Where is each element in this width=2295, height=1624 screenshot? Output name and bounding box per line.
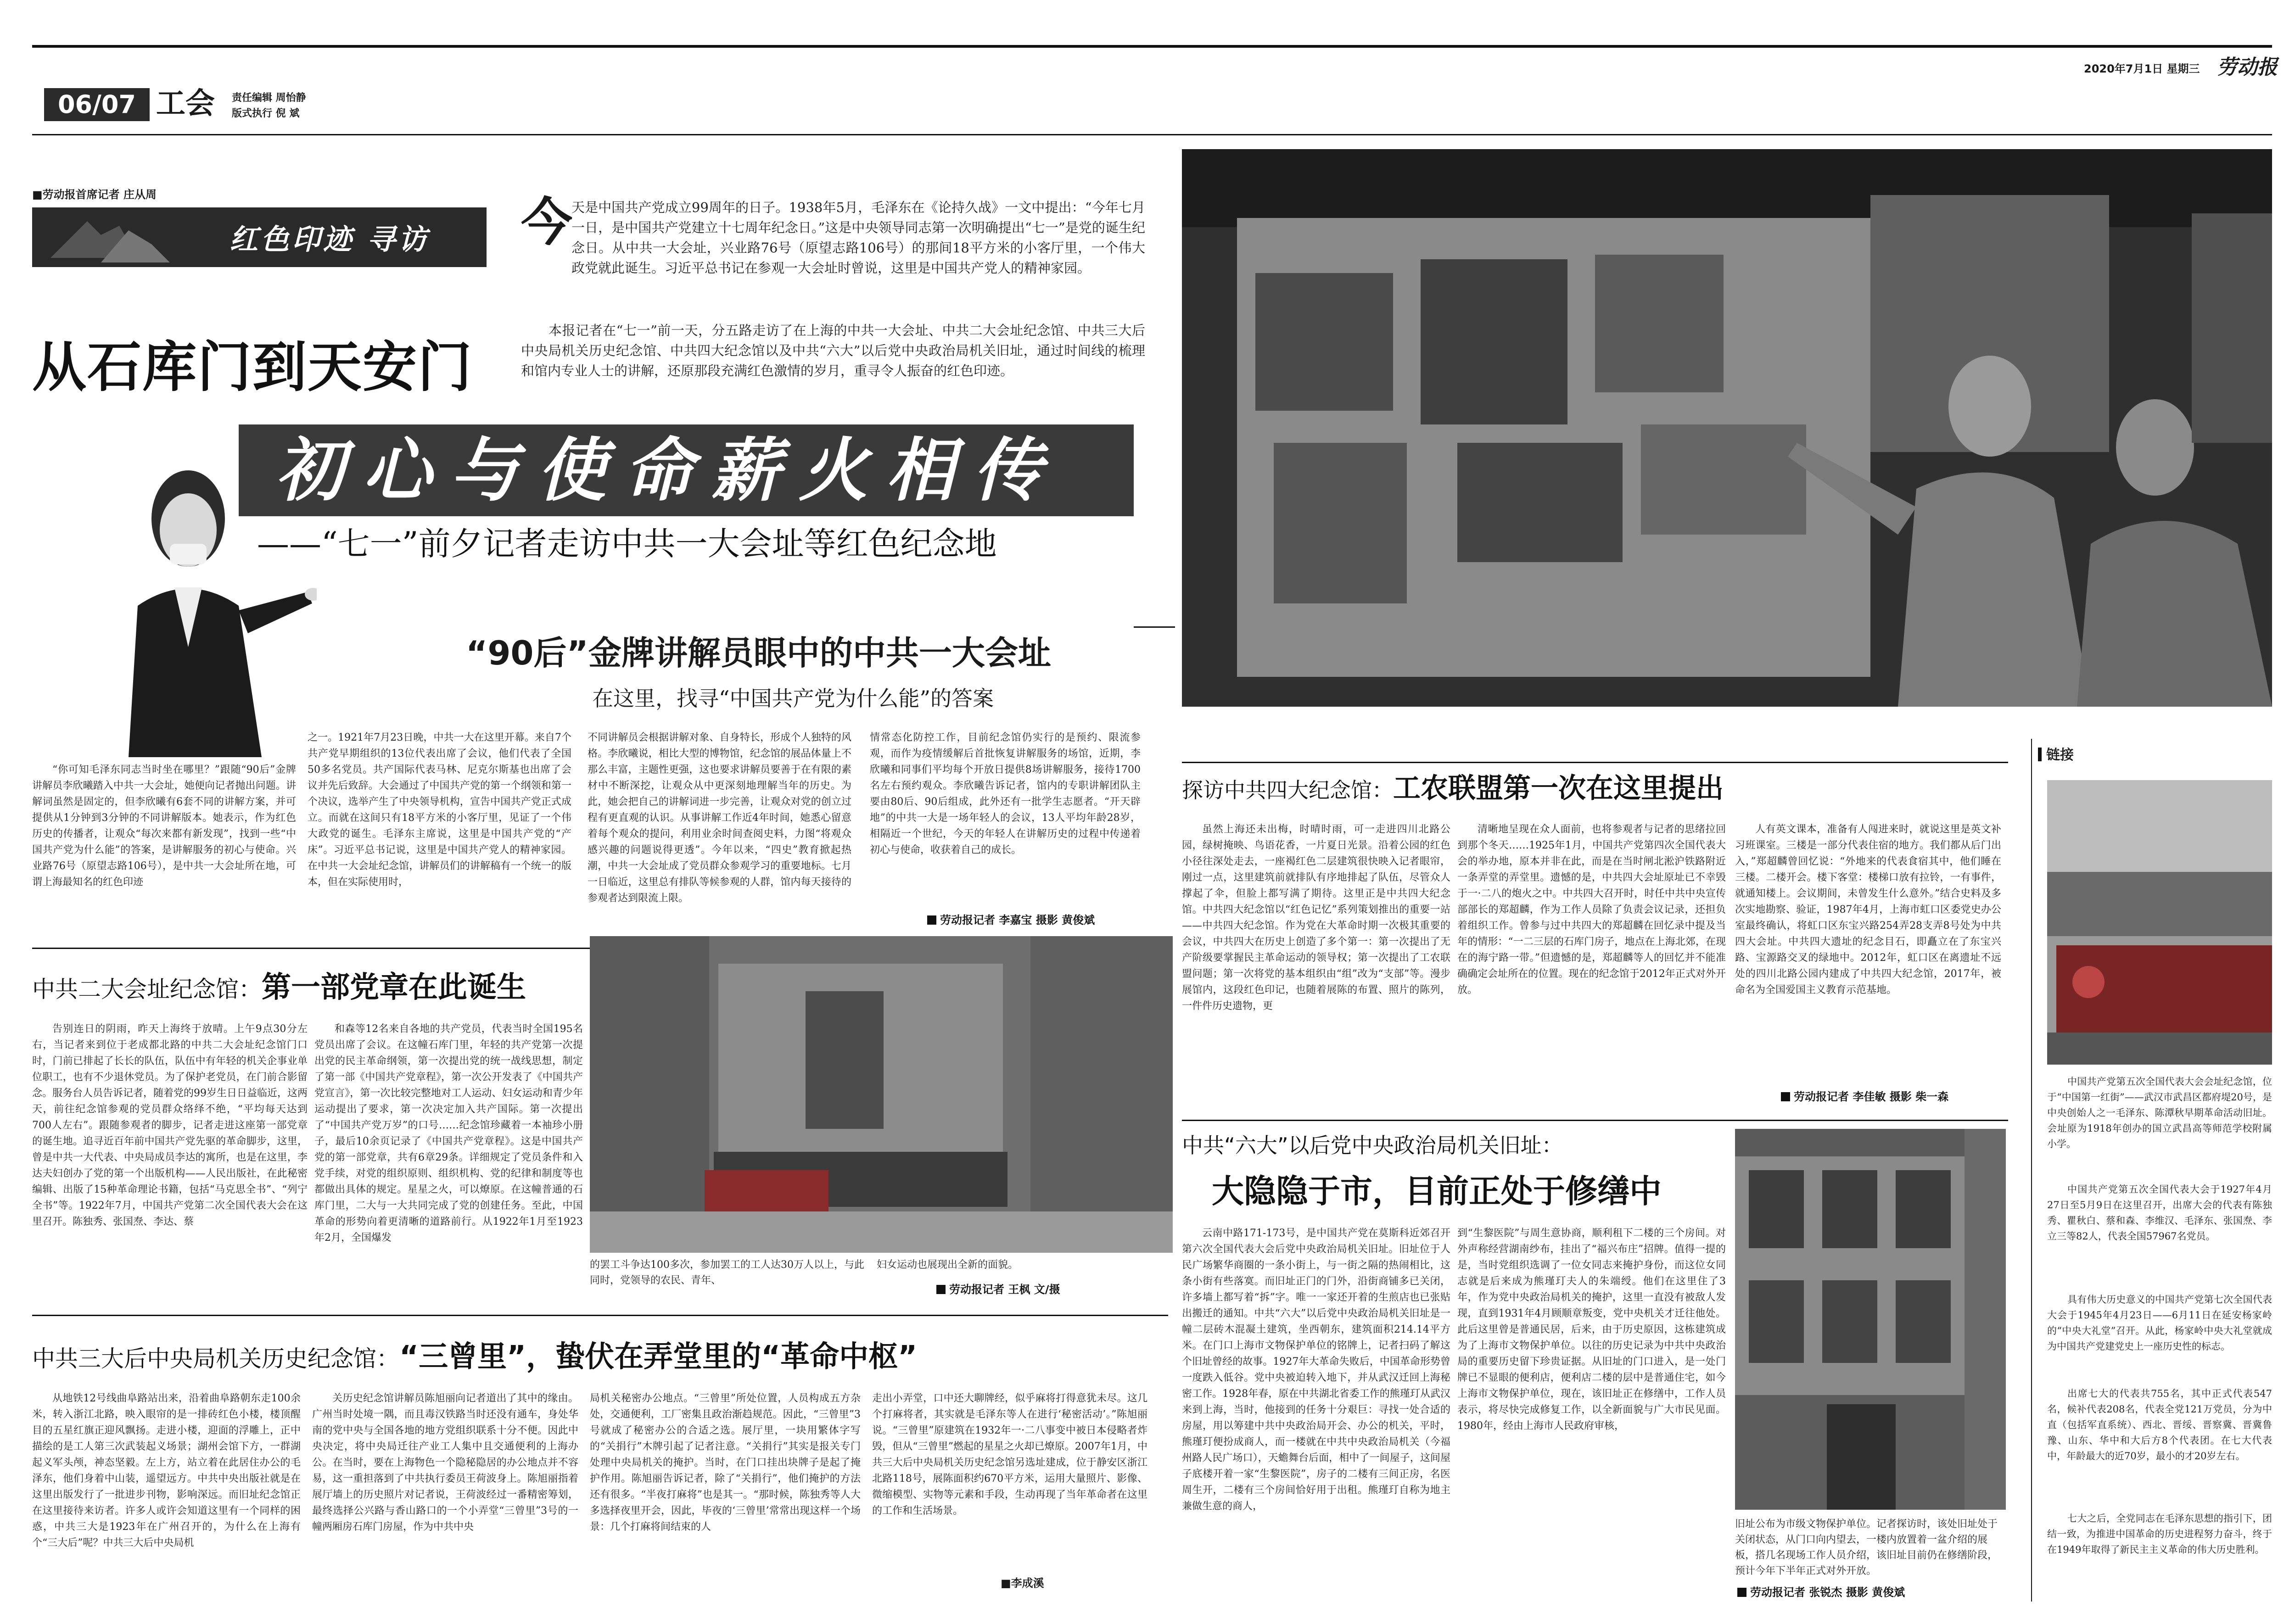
sidebar-text-2: 中国共产党第五次全国代表大会于1927年4月27日至5月9日在这里召开，出席大会的代表有陈独秀、瞿秋白、蔡和森、李维汉、毛泽东、张国焘、李立三等82人，代表全国57967名党员。: [2047, 1184, 2272, 1242]
exhibition-photo-scene: [1182, 149, 2272, 707]
story-er-bottom-rule: [32, 1315, 1168, 1316]
story-si-credit-text: 劳动报记者 李佳敏 摄影 柴一森: [1794, 1090, 1949, 1103]
story-er-credit-text: 劳动报记者 王枫 文/摄: [949, 1283, 1060, 1296]
lead-byline: ■劳动报首席记者 庄从周: [32, 188, 157, 201]
story1-col4: 情常态化防控工作，目前纪念馆仍实行的是预约、限流参观，而作为疫情缓解后首批恢复讲解服务的场馆，近期，李欣曦和同事们平均每个开放日提供8场讲解服务，接待1700名左右预约观众。李欣曦告诉记者，馆内的专职讲解团队主要由80后、90后组成，此外还有一批学生志愿者。“开天辟地”的中共一大是一场年轻人的会议，13人平均年龄28岁，相隔近一个世纪，今天的年轻人在讲解历史的过程中传递着初心与使命，收获着自己的成长。: [870, 732, 1141, 856]
lead-kicker: 从石库门到天安门: [32, 335, 473, 399]
story1-rule: [1134, 626, 1175, 628]
story-er-caption-2: 妇女运动也展现出全新的面貌。: [877, 1259, 1019, 1271]
story-er-col2: 和森等12名来自各地的共产党员，代表当时全国195名党员出席了会议。在这幢石库门里，年轻的共产党第一次提出党的民主革命纲领，第一次提出党的统一战线思想，制定了第一部《中国共产党章程》，第一次公开发表了《中国共产党宣言》，第一次比较完整地对工人运动、妇女运动和青少年运动提出了要求，第一次决定加入共产国际。第一次提出了“中国共产党万岁”的口号……纪念馆珍藏着一本袖珍小册子，最后10余页记录了《中国共产党章程》。这是中国共产党的第一部党章，共有6章29条。详细规定了党员条件和入党手续，对党的组织原则、组织机构、党的纪律和制度等也都做出具体的规定。星星之火，可以燎原。在这幢普通的石库门里，二大与一大共同完成了党的创建任务。至此，中国革命的形势向着更清晰的道路前行。从1922年1月至1923年2月，全国爆发: [314, 1023, 583, 1244]
er-site-photo-scene: [590, 936, 1173, 1253]
lead-intro-p1: 天是中国共产党成立99周年的日子。1938年5月，毛泽东在《论持久战》一文中提出：“今年七月一日，是中国共产党建立十七周年纪念日。”这是中央领导同志第一次明确提出“七一”是党的诞生纪念日。从中共一大会址，兴业路76号（原望志路106号）的那间18平方米的小客厅里，一个伟大政党就此诞生。习近平总书记在参观一大会址时曾说，这里是中国共产党人的精神家园。: [571, 200, 1145, 276]
masthead-page-no: 06/07: [44, 88, 150, 121]
story-si-bottom-rule: [1182, 1120, 2008, 1121]
story-san-col3: 局机关秘密办公地点。“三曾里”所处位置，人员构成五方杂处，交通便利，工厂密集且政治渐趋规范。因此，“三曾里”3号就成了秘密办公的合适之选。展厅里，一块用繁体字写的“关捐行”木牌引起了记者注意。“关捐行”其实是报关专门处理中央局机关的掩护。当时，在门口挂出块牌子是起了掩护作用。陈旭丽告诉记者，除了“关捐行”，他们掩护的方法还有很多。“半夜打麻将”也是其一。“那时候，陈独秀等人大多选择夜里开会，因此，毕夜的‘三曾里’常常出现这样一个场景：几个打麻将间结束的人: [590, 1393, 861, 1533]
exhibition-photo: [1182, 149, 2272, 707]
story-si-top-rule: [1182, 762, 2008, 763]
liu-building-scene: [1735, 1129, 2006, 1510]
masthead-editor-1: 责任编辑 周怡静: [232, 92, 306, 104]
story-si-col1: 虽然上海还未出梅，时晴时雨，可一走进四川北路公园，绿树掩映、鸟语花香，一片夏日光景。沿着公园的红色小径往深处走去，一座褐红色二层建筑很快映入记者眼帘，刚过一点，这里建筑前就排队有序地排起了队伍，尽管众人撑起了伞，但脸上都写满了期待。这里正是中共四大纪念馆。中共四大纪念馆以“红色记忆”系列策划推出的重要一站——中共四大纪念馆。作为党在大革命时期一次极其重要的会议，中共四大在历史上创造了多个第一：第一次提出了无产阶级要掌握民主革命运动的领导权；第一次提出了工农联盟问题；第一次将党的基本组织由“组”改为“支部”等。漫步展馆内，这段红色印记，也随着展陈的布置、照片的陈列，一件件历史遗物，更: [1182, 824, 1450, 1012]
story1-subtitle: 在这里，找寻“中国共产党为什么能”的答案: [592, 686, 994, 711]
sidebar-tag-text: 链接: [2046, 747, 2074, 763]
sidebar-text-5: 七大之后，全党同志在毛泽东思想的指引下，团结一致，为推进中国革命的历史进程努力奋斗，终于在1949年取得了新民主主义革命的伟大历史胜利。: [2047, 1513, 2272, 1555]
masthead-section: 工会: [156, 86, 215, 121]
masthead-editor-2: 版式执行 倪 斌: [232, 108, 300, 119]
series-tag-text: 红色印迹 寻访: [230, 223, 430, 256]
story1-credit: [927, 911, 1095, 927]
masthead-paper-logo: 劳动报: [2217, 56, 2278, 79]
er-site-photo: [590, 936, 1173, 1253]
liu-building-photo: [1735, 1129, 2006, 1510]
tour-guide-figure: [32, 454, 317, 757]
story-san-col2: 关历史纪念馆讲解员陈旭丽向记者道出了其中的缘由。广州当时处境一隅，而且毒汉铁路当时还没有通车，身处华南的党中央与全国各地的地方党组织联系十分不便。因此中央决定，将中央局迁往产业工人集中且交通便利的上海办公。在当时，要在上海物色一个隐秘隐居的办公地点并不容易，这一重担落到了中共执行委员王荷波身上。陈旭丽指着展厅墙上的历史照片对记者说，王荷波经过一番精密筹划，最终选择公兴路与香山路口的一个小弄堂“三曾里”3号的一幢两厢房石库门房屋，作为中共中央: [312, 1393, 578, 1533]
masthead-rule: [32, 134, 2272, 135]
story-liu-label: 中共“六大”以后党中央政治局机关旧址：: [1182, 1133, 1563, 1158]
lead-intro-p2: 本报记者在“七一”前一天，分五路走访了在上海的中共一大会址、中共二大会址纪念馆、中共三大后中央局机关历史纪念馆、中共四大纪念馆以及中共“六大”以后党中央政治局机关旧址，通过时间线的梳理和馆内专业人士的讲解，还原那段充满红色激情的岁月，重寻令人振奋的红色印迹。: [521, 323, 1145, 379]
story-san-heading: [32, 1333, 917, 1375]
story-liu-credit: [1737, 1583, 1905, 1599]
story-si-heading: [1182, 766, 1724, 806]
story-si-col2: 清晰地呈现在众人面前，也将参观者与记者的思绪拉回到那个冬天……1925年1月，中国共产党第四次全国代表大会的举办地，原本并非在此，而是在当时闸北淞沪铁路附近一条弄堂的弄堂里。遗憾的是，中共四大会址原址已不幸毁于一·二八的炮火之中。中共四大召开时，时任中共中央宣传部部长的郑超麟，作为工作人员除了负责会议记录，还担负着组织工作。曾参与过中共四大的郑超麟在回忆录中提及当年的情形：“一二三层的石库门房子，地点在上海北郊，在现在的海宁路一带。”但遗憾的是，郑超麟等人的回忆并不能准确确定会址所在的位置。现在的纪念馆于2012年正式对外开放。: [1457, 824, 1726, 996]
story-san-title: “三曾里”，蛰伏在弄堂里的“革命中枢”: [399, 1340, 918, 1374]
top-rule: [32, 45, 2272, 48]
sidebar-photo: [2047, 780, 2272, 1065]
story-er-col1: 告别连日的阴雨，昨天上海终于放晴。上午9点30分左右，当记者来到位于老成都北路的中共二大会址纪念馆门口时，门前已排起了长长的队伍，队伍中有年轻的机关企事业单位职工，也有不少退休党员。为了保护老党员，在门前合影留念。服务台人员告诉记者，随着党的99岁生日日益临近，这两天，前往纪念馆参观的党员群众络绎不绝，“平均每天达到700人左右”。跟随参观者的脚步，记者走进这座第一部党章的诞生地。追寻近百年前中国共产党先驱的革命脚步，这里，曾是中共一大代表、中央局成员李达的寓所，也是在这里，李达夫妇创办了党的第一个出版机构——人民出版社，在此秘密编辑、出版了15种革命理论书籍，包括“马克思全书”、“列宁全书”等。1922年7月，中国共产党第二次全国代表大会在这里召开。陈独秀、张国焘、李达、蔡: [32, 1023, 308, 1228]
lead-subtitle: ——“七一”前夕记者走访中共一大会址等红色纪念地: [257, 525, 997, 563]
story-er-title: 第一部党章在此诞生: [262, 971, 526, 1005]
sidebar-photo-scene: [2047, 780, 2272, 1065]
sidebar-text-4: 出席七大的代表共755名，其中正式代表547名，候补代表208名，代表全党121万党员，分为中直（包括军直系统）、西北、晋绥、晋察冀、晋冀鲁豫、山东、华中和大后方8个代表团。在七大代表中，年龄最大的近70岁，最小的才20岁左右。: [2047, 1388, 2272, 1462]
story1-col2: 之一。1921年7月23日晚，中共一大在这里开幕。来自7个共产党早期组织的13位代表出席了会议，他们代表了全国50多名党员。共产国际代表马林、尼克尔斯基也出席了会议并先后致辞。大会通过了中国共产党的第一个纲领和第一个决议，选举产生了中央领导机构，宣告中国共产党正式成立。而就在这间只有18平方米的小客厅里，见证了一个伟大政党的诞生。毛泽东主席说，这里是中国共产党的“产床”。习近平总书记说，这里是中国共产党人的精神家园。在中共一大会址纪念馆，讲解员们的讲解稿有一个统一的版本，但在实际使用时，: [308, 732, 571, 888]
story-si-label: 探访中共四大纪念馆：: [1182, 778, 1393, 803]
sidebar-tag: [2038, 743, 2074, 764]
story1-col3: 不同讲解员会根据讲解对象、自身特长，形成个人独特的风格。李欣曦说，相比大型的博物馆，纪念馆的展品体量上不那么丰富，主题性更强，这也要求讲解员要善于在有限的素材中不断深挖，让观众从中更深刻地理解当年的历史。为此，她会把自己的讲解词进一步完善，让观众对党的创立过程有更直观的认识。从事讲解工作近4年时间，她悉心留意着每个观众的提问，利用业余时间查阅史料，力图“将观众感兴趣的问题说得更透”。今年以来，“四史”教育掀起热潮，中共一大会址成了党员群众参观学习的重要地标。七月一日临近，这里总有排队等候参观的人群，馆内每天接待的参观者达到限流上限。: [588, 732, 851, 904]
story-liu-credit-text: 劳动报记者 张锐杰 摄影 黄俊斌: [1750, 1586, 1905, 1599]
story1-col1: “你可知毛泽东同志当时坐在哪里？”跟随“90后”金牌讲解员李欣曦踏入中共一大会址，她便向记者抛出问题。讲解词虽然是固定的，但李欣曦有6套不同的讲解方案，并可提供从1分钟到3分钟的不同讲解版本。她表示，作为红色历史的传播者，让观众“每次来都有新发现”，找到一些“中国共产党为什么能”的答案，是讲解服务的初心与使命。兴业路76号（原望志路106号），是中共一大会址所在地，可谓上海最知名的红色印迹: [32, 764, 296, 888]
lead-main-title: 初心与使命薪火相传: [275, 430, 1061, 511]
sidebar-text-1: 中国共产党第五次全国代表大会会址纪念馆，位于“中国第一红街”——武汉市武昌区都府堤20号，是中央创始人之一毛泽东、陈潭秋早期革命活动旧址。会址原为1918年创办的国立武昌高等师范学校附属小学。: [2047, 1076, 2272, 1150]
story-san-col1: 从地铁12号线曲阜路站出来，沿着曲阜路朝东走100余米，转入浙江北路，映入眼帘的是一排砖红色小楼，楼顶醒目的五星红旗正迎风飘扬。走进小楼，迎面的浮雕上，正中描绘的是工人第三次武装起义场景；湖州会馆下方，一群湖起义军头颅，神态坚毅。左上方，站立着在此居住办公的毛泽东，他们身着中山装，遥望远方。中共中央出版社就是在这里出版发行了一批进步刊物，影响深远。而旧址纪念馆正在这里接待来访者。许多人或许会知道这里有一个同样的困惑，中共三大是1923年在广州召开的，为什么在上海有个“三大后”呢？中共三大后中央局机: [32, 1393, 301, 1549]
series-tag-banner: [32, 207, 487, 267]
story-san-byline: ■李成溪: [1001, 1577, 1044, 1590]
story-er-label: 中共二大会址纪念馆：: [32, 976, 262, 1003]
story-liu-caption: 旧址公布为市级文物保护单位。记者探访时，该处旧址处于关闭状态，从门口向内望去，一楼内放置着一盆介绍的展板，搭几名现场工作人员介绍，该旧址目前仍在修缮阶段，预计今年下半年正式对外开放。: [1735, 1518, 1998, 1577]
story1-credit-text: 劳动报记者 李嘉宝 摄影 黄俊斌: [940, 914, 1095, 926]
story-er-caption-1: 的罢工斗争达100多次，参加罢工的工人达30万人以上，与此同时，党领导的农民、青年、: [590, 1259, 864, 1286]
sidebar-divider: [2031, 739, 2032, 1602]
sidebar-text-3: 具有伟大历史意义的中国共产党第七次全国代表大会于1945年4月23日——6月11日在延安杨家岭的“中央大礼堂”召开。从此，杨家岭中央大礼堂就成为中国共产党建党史上一座历史性的标志。: [2047, 1294, 2272, 1352]
story-liu-title: 大隐隐于市，目前正处于修缮中: [1212, 1172, 1662, 1210]
story-er-heading: [32, 964, 526, 1006]
story-si-credit: [1781, 1088, 1948, 1104]
story-er-credit: [936, 1280, 1060, 1296]
lead-intro-p1b: [521, 281, 1145, 290]
lead-dropcap: 今: [521, 192, 572, 252]
story-si-col3: 人有英文课本，准备有人闯进来时，就说这里是英文补习班课室。三楼是一部分代表住宿的地方。我们都从后门出入，”郑超麟曾回忆说：“外地来的代表食宿其中，他们睡在三楼。二楼开会。楼下客堂：楼梯口放有拉铃，一有事件，就通知楼上。会议期间，未曾发生什么意外。”结合史料及多次实地勘察、验证，1987年4月，上海市虹口区委党史办公室最终确认，将虹口区东宝兴路254弄28支弄8号处为中共四大会址。中共四大遗址的纪念目石，即矗立在了东宝兴路、宝源路交叉的绿地中。2012年，虹口区在离遗址不远处的四川北路公园内建成了中共四大纪念馆，2017年，被命名为全国爱国主义教育示范基地。: [1735, 824, 2001, 996]
lead-guide-photo: [32, 454, 317, 757]
story-liu-col1: 云南中路171-173号，是中国共产党在莫斯科近郊召开第六次全国代表大会后党中央政治局机关旧址。旧址位于人民广场繁华商圈的一条小街上，与一街之隔的热闹相比，这条小街有些落寞。而旧址正门的门外，沿街商铺多已关闭，许多墙上都写着“拆”字。唯一一家还开着的生煎店也已张贴出搬迁的通知。中共“六大”以后党中央政治局机关旧址是一幢二层砖木混凝土建筑，坐西朝东，建筑面积214.14平方米。在门口上海市文物保护单位的铭牌上，记者扫码了解这个旧址曾经的故事。1927年大革命失败后，中国革命形势曾一度跌入低谷。党中央被迫转入地下，并从武汉迁回上海秘密工作。1928年春，原在中共湖北省委工作的熊瑾玎从武汉来到上海，当时，他接到的任务十分艰巨：寻找一处合适的房屋，用以筹建中共中央政治局开会、办公的机关，平时，熊瑾玎便扮成商人，而一楼就在中共中央政治局机关（今福州路人民广场口），天蟾舞台后面，相中了一间屋子，这间屋子底楼开着一家“生黎医院”，房子的二楼有三间正房，名医周生开，二楼有三个房间恰好用于出租。熊瑾玎自称为地主兼做生意的商人，: [1182, 1228, 1450, 1512]
story1-title: “90后”金牌讲解员眼中的中共一大会址: [466, 634, 1051, 672]
story-san-col4: 走出小弄堂，口中还大聊牌经，似乎麻将打得意犹未尽。这几个打麻将者，其实就是毛泽东等人在进行‘秘密活动’。”陈旭丽说。“三曾里”原建筑在1932年一·二八事变中被日本侵略者炸毁，但从“三曾里”燃起的星星之火却已燎原。2007年1月，中共三大后中央局机关历史纪念馆另选址建成，位于静安区浙江北路118号，展陈面积约670平方米，运用大量照片、影像、微缩模型、实物等元素和手段，生动再现了当年革命者在这里的工作和生活场景。: [872, 1393, 1148, 1517]
story-liu-col2: 到“生黎医院”与周生意协商，顺利租下二楼的三个房间。对外声称经营湖南纱布，挂出了“福兴布庄”招牌。值得一提的是，当时党组织选调了一位女同志来掩护身份，而这位女同志就是后来成为熊瑾玎夫人的朱端绶。他们在这里住了3年，作为党中央政治局机关的掩护，这里一直没有被敌人发现，直到1931年4月顾顺章叛变，党中央机关才迁往他处。此后这里曾是普通民居，后来，由于历史原因，这栋建筑成为了上海市文物保护单位。以往的历史记录为中共中央政治局的重要历史留下珍贵证据。从旧址的门口进入，是一处门牌已不显眼的便利店，便利店二楼的层中是普通住宅，如今上海市文物保护单位，现在，该旧址正在修缮中，工作人员表示，将尽快完成修复工作，以全新面貌与广大市民见面。1980年，经由上海市人民政府审核，: [1457, 1228, 1726, 1432]
story-si-title: 工农联盟第一次在这里提出: [1393, 772, 1724, 804]
story-san-label: 中共三大后中央局机关历史纪念馆：: [32, 1345, 399, 1372]
masthead-date: 2020年7月1日 星期三: [2084, 62, 2200, 75]
